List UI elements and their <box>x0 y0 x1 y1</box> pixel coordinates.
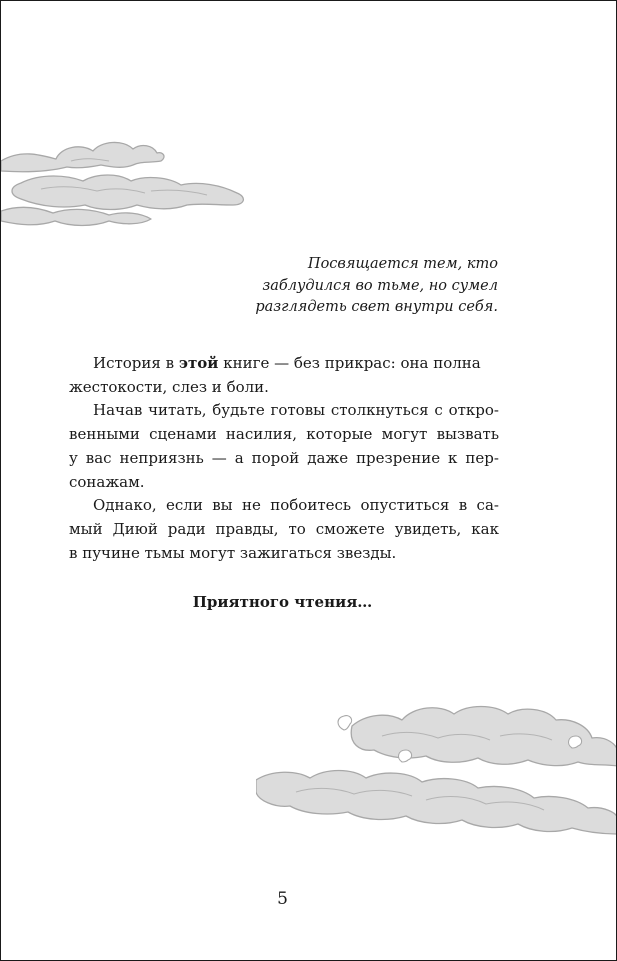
paragraph-3-line-3: в пучине тьмы могут зажигаться звезды. <box>69 543 397 562</box>
word: с <box>434 401 443 420</box>
dedication-line: Посвящается тем, кто <box>307 256 498 272</box>
word: могут <box>381 425 428 444</box>
paragraph-2-line-4: сонажам. <box>69 472 145 491</box>
word: порой <box>251 448 300 467</box>
word: Начав <box>93 401 143 420</box>
word: даже <box>307 448 349 467</box>
word: насилия, <box>225 425 298 444</box>
word: неприязнь <box>119 448 204 467</box>
word: опуститься <box>360 496 450 515</box>
body-text <box>69 352 499 565</box>
word: то <box>288 519 306 538</box>
dedication-line: заблудился во тьме, но сумел <box>262 277 498 294</box>
word: увидеть, <box>394 519 462 538</box>
word: сможете <box>315 519 385 538</box>
paragraph-3-line-1 <box>69 494 499 518</box>
word: в <box>458 496 468 515</box>
text-span: История в <box>93 354 175 372</box>
paragraph-1-line-1 <box>69 352 499 376</box>
word: презрение <box>356 448 441 467</box>
text-span: книге — без прикрас: она полна <box>223 354 481 372</box>
paragraph-1-line-2: жестокости, слез и боли. <box>69 377 269 396</box>
cloud-ornament-bottom <box>256 696 617 836</box>
dedication <box>198 254 498 319</box>
paragraph-2-line-1 <box>69 399 499 423</box>
word: мый <box>69 519 103 538</box>
word: правды, <box>215 519 279 538</box>
word: если <box>166 496 203 515</box>
word: сценами <box>149 425 217 444</box>
word: откро- <box>448 401 499 420</box>
word: вызвать <box>436 425 499 444</box>
word: вас <box>85 448 112 467</box>
closing-line: Приятного чтения… <box>192 593 373 611</box>
word: у <box>69 448 78 467</box>
word: как <box>471 519 499 538</box>
word: читать, <box>148 401 207 420</box>
word: не <box>241 496 261 515</box>
paragraph-3-line-2 <box>69 518 499 542</box>
bold-word: этой <box>178 354 219 372</box>
cloud-ornament-top <box>1 121 251 231</box>
word: — <box>211 448 227 467</box>
word: Диюй <box>112 519 158 538</box>
dedication-line: разглядеть свет внутри себя. <box>255 299 498 315</box>
word: пер- <box>465 448 499 467</box>
word: к <box>448 448 458 467</box>
paragraph-2-line-3 <box>69 447 499 471</box>
word: побоитесь <box>270 496 352 515</box>
word: ради <box>167 519 206 538</box>
word: Однако, <box>93 496 157 515</box>
word: са- <box>476 496 499 515</box>
word: вы <box>212 496 233 515</box>
word: а <box>234 448 244 467</box>
word: готовы <box>270 401 326 420</box>
word: будьте <box>212 401 265 420</box>
page-number: 5 <box>277 889 288 909</box>
word: столкнуться <box>330 401 429 420</box>
word: которые <box>306 425 373 444</box>
paragraph-2-line-2 <box>69 423 499 447</box>
word: венными <box>69 425 140 444</box>
